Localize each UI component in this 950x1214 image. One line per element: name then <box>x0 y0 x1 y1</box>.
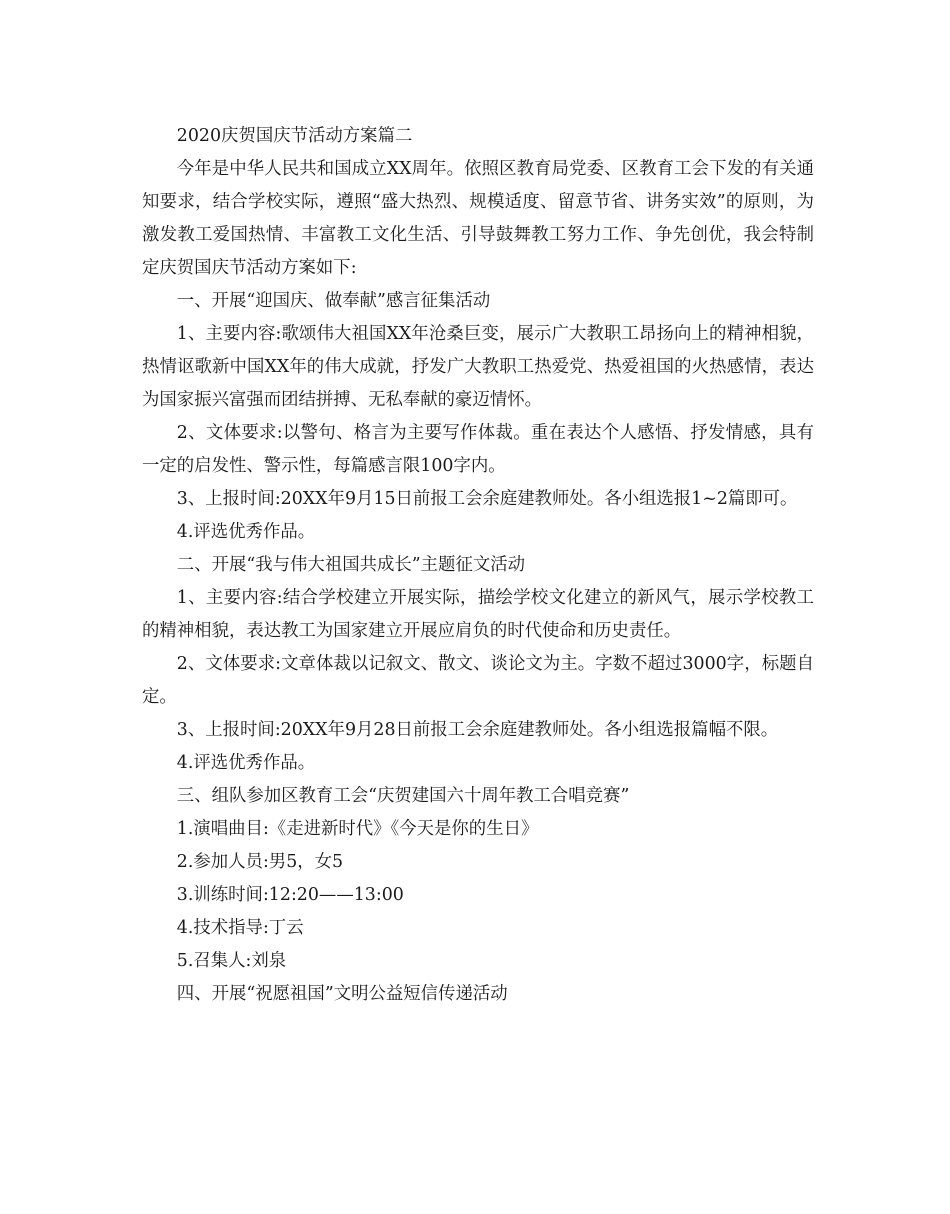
document-title: 2020庆贺国庆节活动方案篇二 <box>176 126 413 146</box>
section-3-item-3: 3.训练时间:12:20——13:00 <box>176 885 404 905</box>
section-1-item-2: 2、文体要求:以警句、格言为主要写作体裁。重在表达个人感悟、抒发情感，具有一定的启发性、警示性，每篇感言限100字内。 <box>142 423 814 476</box>
section-3-item-2: 2.参加人员:男5，女5 <box>176 852 344 872</box>
section-2-item-4: 4.评选优秀作品。 <box>176 753 316 773</box>
section-1-item-3: 3、上报时间:20XX年9月15日前报工会余庭建教师处。各小组选报1~2篇即可。 <box>176 489 798 509</box>
section-2-item-2: 2、文体要求:文章体裁以记叙文、散文、谈论文为主。字数不超过3000字，标题自定。 <box>142 654 814 707</box>
intro-paragraph: 今年是中华人民共和国成立XX周年。依照区教育局党委、区教育工会下发的有关通知要求，结合学校实际，遵照“盛大热烈、规模适度、留意节省、讲务实效”的原则，为激发教工爱国热情、丰富教工文化生活、引导鼓舞教工努力工作、争先创优，我会特制定庆贺国庆节活动方案如下: <box>142 159 814 278</box>
section-1-item-1: 1、主要内容:歌颂伟大祖国XX年沧桑巨变，展示广大教职工昂扬向上的精神相貌，热情讴歌新中国XX年的伟大成就，抒发广大教职工热爱党、热爱祖国的火热感情，表达为国家振兴富强而团结拼搏、无私奉献的豪迈情怀。 <box>142 324 814 410</box>
section-heading-4: 四、开展“祝愿祖国”文明公益短信传递活动 <box>176 984 508 1004</box>
section-heading-3: 三、组队参加区教育工会“庆贺建国六十周年教工合唱竞赛” <box>176 786 630 806</box>
section-2-item-1: 1、主要内容:结合学校建立开展实际，描绘学校文化建立的新风气，展示学校教工的精神相貌，表达教工为国家建立开展应肩负的时代使命和历史责任。 <box>142 588 814 641</box>
section-3-item-4: 4.技术指导:丁云 <box>176 918 304 938</box>
section-heading-1: 一、开展“迎国庆、做奉献”感言征集活动 <box>176 291 491 311</box>
section-heading-2: 二、开展“我与伟大祖国共成长”主题征文活动 <box>176 555 526 575</box>
section-2-item-3: 3、上报时间:20XX年9月28日前报工会余庭建教师处。各小组选报篇幅不限。 <box>176 720 779 740</box>
section-3-item-1: 1.演唱曲目:《走进新时代》《今天是你的生日》 <box>176 819 539 839</box>
document-body <box>142 120 814 1011</box>
section-1-item-4: 4.评选优秀作品。 <box>176 522 316 542</box>
section-3-item-5: 5.召集人:刘泉 <box>176 951 287 971</box>
